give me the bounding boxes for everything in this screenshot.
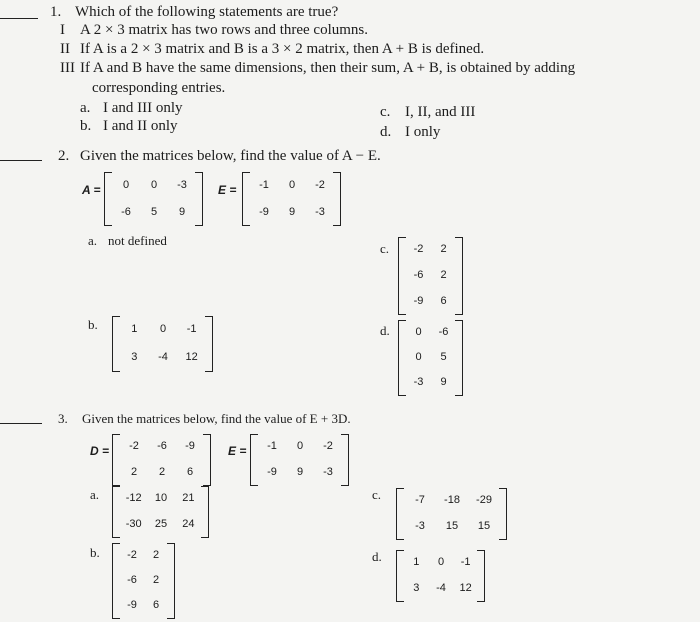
- matrix-entry: 15: [477, 520, 491, 532]
- matrix-entry: 0: [122, 178, 130, 191]
- matrix-entry: 0: [415, 351, 422, 363]
- matrix-entry: 2: [158, 466, 166, 478]
- matrix-entry: 0: [296, 440, 304, 452]
- matrix-entry: -2: [323, 440, 333, 452]
- matrix-entry: 0: [288, 178, 296, 191]
- q2-option-d-letter[interactable]: d.: [380, 323, 390, 338]
- matrix-D: [112, 434, 212, 486]
- q3-option-d-letter[interactable]: d.: [372, 549, 382, 564]
- answer-blank-q1[interactable]: [0, 18, 38, 19]
- q3-option-c-letter[interactable]: c.: [372, 487, 382, 502]
- q2-option-a-text[interactable]: not defined: [108, 233, 167, 248]
- statement-3-roman: III: [60, 60, 75, 76]
- answer-blank-q2[interactable]: [0, 160, 42, 161]
- matrix-entry: -9: [127, 599, 137, 612]
- matrix-entry: 2: [152, 574, 160, 586]
- matrix-entry: 2: [152, 548, 160, 561]
- question-3-text: Given the matrices below, find the value of E + 3D.: [82, 411, 351, 426]
- matrix-entry: -30: [125, 518, 142, 530]
- q3-option-b-letter[interactable]: b.: [90, 545, 100, 560]
- q3-option-d-matrix[interactable]: [396, 550, 486, 602]
- question-3-number: 3.: [58, 411, 68, 426]
- matrix-A: [104, 172, 204, 226]
- q3-option-a-matrix[interactable]: [112, 486, 210, 538]
- matrix-entry: -3: [323, 466, 333, 478]
- matrix-entry: 10: [154, 492, 168, 504]
- matrix-entry: 0: [159, 323, 167, 335]
- matrix-left-bracket: [396, 488, 404, 540]
- matrix-entry: -9: [259, 205, 269, 218]
- matrix-entry: 6: [152, 599, 160, 612]
- q3-option-b-matrix[interactable]: [112, 543, 176, 619]
- matrix-E: [242, 172, 342, 226]
- matrix-entry: -6: [413, 269, 424, 281]
- statement-2-text: If A is a 2 × 3 matrix and B is a 3 × 2 matrix, then A + B is defined.: [80, 41, 485, 57]
- matrix-entry: 3: [131, 351, 138, 363]
- matrix-entry: 9: [296, 466, 304, 478]
- matrix-entry: -2: [127, 548, 137, 561]
- matrix-entry: -6: [121, 205, 131, 218]
- q1-option-d-letter[interactable]: d.: [380, 124, 392, 140]
- matrix-entry: -9: [267, 466, 277, 478]
- statement-1-text: A 2 × 3 matrix has two rows and three columns.: [80, 22, 368, 38]
- matrix-A-label: A =: [82, 183, 101, 197]
- matrix-entry: -3: [413, 376, 424, 389]
- matrix-entry: 15: [445, 520, 459, 532]
- q2-option-b-matrix[interactable]: [112, 316, 214, 372]
- matrix-entry: -6: [438, 325, 449, 338]
- statement-2-roman: II: [60, 41, 70, 57]
- matrix-entry: 1: [131, 323, 138, 335]
- matrix-entry: -1: [259, 178, 269, 191]
- matrix-entry: -29: [476, 494, 492, 506]
- matrix-entry: -7: [415, 494, 425, 506]
- matrix-entry: 9: [288, 205, 296, 218]
- matrix-entry: 0: [150, 178, 158, 191]
- matrix-entry: 9: [178, 205, 186, 218]
- matrix-entry: 9: [440, 376, 447, 389]
- q1-option-a-text[interactable]: I and III only: [103, 100, 183, 116]
- matrix-entry: 6: [186, 466, 194, 478]
- matrix-entry: -3: [415, 520, 425, 532]
- matrix-entry: -3: [177, 178, 187, 191]
- q3-option-a-letter[interactable]: a.: [90, 487, 100, 502]
- matrix-entry: -2: [413, 243, 424, 255]
- q1-option-b-text[interactable]: I and II only: [103, 118, 178, 134]
- matrix-entry: -2: [315, 178, 325, 191]
- question-2-text: Given the matrices below, find the value of A − E.: [80, 148, 381, 164]
- q2-option-c-letter[interactable]: c.: [380, 241, 390, 256]
- matrix-entry: -9: [413, 295, 424, 307]
- question-1-text: Which of the following statements are true?: [75, 4, 339, 20]
- answer-blank-q3[interactable]: [0, 423, 42, 424]
- statement-3-continuation: corresponding entries.: [92, 80, 226, 96]
- statement-1-roman: I: [60, 22, 65, 38]
- matrix-entry: 2: [440, 269, 447, 281]
- matrix-E-q3: [250, 434, 350, 486]
- matrix-D-label: D =: [90, 444, 110, 458]
- q1-option-c-text[interactable]: I, II, and III: [405, 104, 476, 120]
- matrix-entry: 2: [440, 243, 447, 255]
- matrix-entry: 12: [185, 351, 198, 363]
- matrix-E-label: E =: [218, 183, 237, 197]
- matrix-entry: -18: [444, 494, 460, 506]
- matrix-entry: 0: [415, 325, 422, 338]
- q1-option-a-letter[interactable]: a.: [80, 100, 91, 116]
- matrix-entry: 5: [150, 205, 158, 218]
- matrix-entry: 24: [182, 518, 195, 530]
- q2-option-d-matrix[interactable]: [398, 320, 464, 396]
- matrix-entry: -2: [129, 440, 139, 452]
- matrix-entry: -3: [315, 205, 325, 218]
- matrix-entry: -1: [267, 440, 277, 452]
- matrix-entry: 0: [437, 556, 445, 568]
- matrix-right-bracket: [499, 488, 507, 540]
- q1-option-c-letter[interactable]: c.: [380, 104, 391, 120]
- matrix-entry: -1: [186, 323, 197, 335]
- matrix-entry: -12: [125, 492, 142, 504]
- matrix-entry: 3: [413, 582, 420, 594]
- matrix-entry: 1: [413, 556, 420, 568]
- matrix-entry: -6: [157, 440, 167, 452]
- matrix-entry: -9: [185, 440, 195, 452]
- matrix-entry: 21: [182, 492, 195, 504]
- q1-option-b-letter[interactable]: b.: [80, 118, 92, 134]
- matrix-entry: -4: [158, 351, 168, 363]
- question-2-number: 2.: [58, 148, 70, 164]
- matrix-entry: 5: [440, 351, 447, 363]
- matrix-entry: 12: [459, 582, 472, 594]
- q2-option-a-letter[interactable]: a.: [88, 233, 98, 248]
- matrix-entry: -1: [460, 556, 471, 568]
- q3-option-c-matrix[interactable]: [396, 488, 508, 540]
- matrix-entry: -6: [127, 574, 137, 586]
- q2-option-b-letter[interactable]: b.: [88, 317, 98, 332]
- statement-3-text: If A and B have the same dimensions, then their sum, A + B, is obtained by adding: [80, 60, 576, 76]
- matrix-entry: -4: [436, 582, 446, 594]
- q2-option-c-matrix[interactable]: [398, 237, 464, 315]
- matrix-entry: 6: [440, 295, 447, 307]
- matrix-E-label-q3: E =: [228, 444, 247, 458]
- q1-option-d-text[interactable]: I only: [405, 124, 441, 140]
- matrix-entry: 25: [154, 518, 168, 530]
- question-1-number: 1.: [50, 4, 62, 20]
- matrix-entry: 2: [130, 466, 138, 478]
